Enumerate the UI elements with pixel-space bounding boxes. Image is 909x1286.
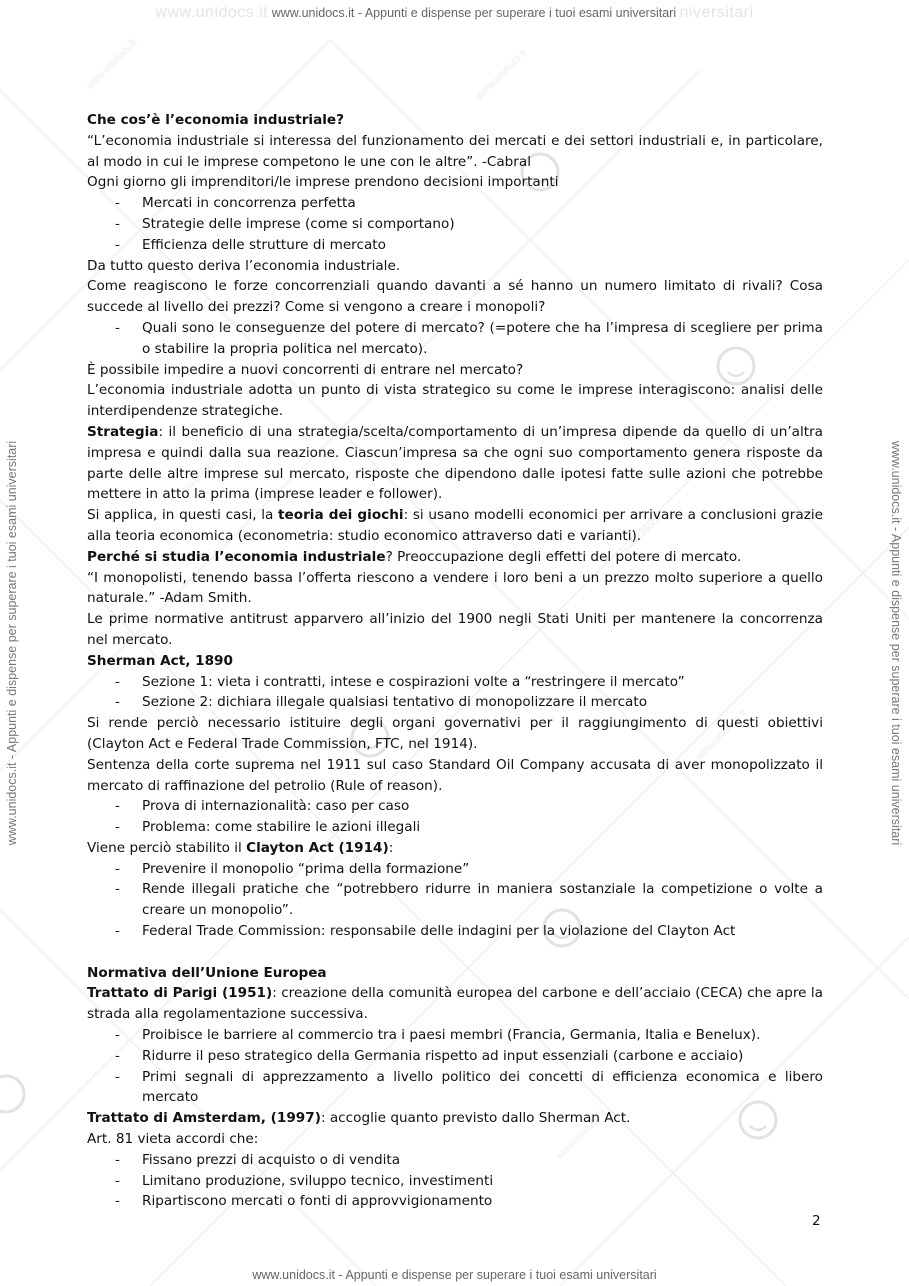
section-heading: Normativa dell’Unione Europea — [87, 964, 327, 981]
list-item: - Sezione 1: vieta i contratti, intese e cospirazioni volte a “restringere il mercato” — [87, 672, 823, 693]
svg-text:www.unidocs.it: www.unidocs.it — [294, 847, 349, 903]
paragraph: Ogni giorno gli imprenditori/le imprese prendono decisioni importanti — [87, 174, 559, 191]
term-clayton-act: Clayton Act (1914) — [246, 839, 389, 856]
header-watermark-text: www.unidocs.it - Appunti e dispense per superare i tuoi esami universitari — [271, 6, 677, 20]
term-trattato-di-parigi: Trattato di Parigi (1951) — [87, 985, 273, 1002]
paragraph: Art. 81 vieta accordi che: — [87, 1131, 259, 1148]
list-item: - Quali sono le conseguenze del potere di mercato? (=potere che ha l’impresa di scegliere per prima o stabilire la propria politica nel mercato). — [87, 318, 823, 360]
paragraph — [87, 838, 823, 859]
list-item: - Problema: come stabilire le azioni illegali — [87, 817, 823, 838]
paragraph: È possibile impedire a nuovi concorrenti di entrare nel mercato? — [87, 361, 524, 378]
list-item: - Rende illegali pratiche che “potrebbero ridurre in maniera sostanziale la competizione o volte a creare un monopolio”. — [87, 879, 823, 921]
term-strategia: Strategia — [87, 423, 159, 440]
paragraph — [87, 547, 823, 568]
list-item: - Limitano produzione, sviluppo tecnico, investimenti — [87, 1171, 823, 1192]
paragraph — [87, 505, 823, 547]
bullet-list — [87, 672, 823, 714]
footer-watermark — [0, 1268, 909, 1282]
list-item: - Sezione 2: dichiara illegale qualsiasi tentativo di monopolizzare il mercato — [87, 692, 823, 713]
svg-text:www.unidocs.it: www.unidocs.it — [614, 507, 669, 563]
header-ghost-right: niversitari — [679, 4, 754, 21]
list-item: - Prevenire il monopolio “prima della formazione” — [87, 859, 823, 880]
list-item: - Efficienza delle strutture di mercato — [87, 235, 823, 256]
list-item: - Mercati in concorrenza perfetta — [87, 193, 823, 214]
list-item: - Strategie delle imprese (come si comportano) — [87, 214, 823, 235]
paragraph-text: : creazione della comunità europea del carbone e dell’acciaio (CECA) che apre la strada alla regolamentazione successiva. — [87, 985, 824, 1023]
bullet-list — [87, 318, 823, 360]
header-ghost-left: www.unidocs.it — [155, 4, 269, 21]
paragraph-text: : — [388, 839, 394, 856]
paragraph: “L’economia industriale si interessa del funzionamento dei mercati e dei settori industriali e, in particolare, al modo in cui le imprese competono le une con le altre”. -Cabral — [87, 132, 823, 170]
paragraph-text: : accoglie quanto previsto dallo Sherman Act. — [320, 1110, 631, 1127]
list-item: - Fissano prezzi di acquisto o di vendita — [87, 1150, 823, 1171]
paragraph-text: Si applica, in questi casi, la — [87, 507, 279, 524]
bullet-list — [87, 859, 823, 942]
list-item: - Primi segnali di apprezzamento a livello politico dei concetti di efficienza economica e libero mercato — [87, 1067, 823, 1109]
paragraph: Sentenza della corte suprema nel 1911 sul caso Standard Oil Company accusata di aver monopolizzato il mercato di raffinazione del petrolio (Rule of reason). — [87, 756, 823, 794]
section-heading: Che cos’è l’economia industriale? — [87, 112, 345, 128]
paragraph: Le prime normative antitrust apparvero all’inizio del 1900 negli Stati Uniti per mantenere la concorrenza nel mercato. — [87, 611, 823, 648]
paragraph: Come reagiscono le forze concorrenziali quando davanti a sé hanno un numero limitato di rivali? Cosa succede al livello dei prezzi? Come si vengono a creare i monopoli? — [87, 278, 823, 316]
right-side-watermark: www.unidocs.it - Appunti e dispense per superare i tuoi esami universitari — [889, 440, 903, 846]
svg-text:www.unidocs.it: www.unidocs.it — [474, 47, 529, 103]
page-number: 2 — [812, 1213, 821, 1229]
blank-line — [87, 942, 823, 963]
document-body — [87, 110, 823, 1212]
paragraph-text: ? Preoccupazione degli effetti del potere di mercato. — [385, 548, 742, 565]
paragraph: Si rende perciò necessario istituire degli organi governativi per il raggiungimento di questi obiettivi (Clayton Act e Federal Trade Commission, FTC, nel 1914). — [87, 715, 823, 752]
paragraph — [87, 422, 823, 505]
paragraph-text: : il beneficio di una strategia/scelta/comportamento di un’impresa dipende da quello di un’altra impresa e quindi dalla sua reazione. Ciascun’impresa sa che ogni suo comportamento genera risposte da parte delle altre imprese sul mercato, risposte che dipendono dalle ipotesi fatte sulle azioni che potrebbe mettere in atto la prima (imprese leader e follower). — [87, 423, 823, 503]
header-watermark — [0, 4, 909, 22]
term-perche-si-studia: Perché si studia l’economia industriale — [87, 548, 386, 565]
watermark-logo-icon — [0, 1076, 24, 1112]
paragraph — [87, 1108, 823, 1129]
left-side-watermark: www.unidocs.it - Appunti e dispense per superare i tuoi esami universitari — [5, 440, 19, 846]
footer-watermark-text: www.unidocs.it - Appunti e dispense per superare i tuoi esami universitari — [252, 1268, 657, 1282]
list-item: - Federal Trade Commission: responsabile delle indagini per la violazione del Clayton Act — [87, 921, 823, 942]
bullet-list — [87, 1025, 823, 1108]
bullet-list — [87, 796, 823, 838]
list-item: - Prova di internazionalità: caso per caso — [87, 796, 823, 817]
bullet-list — [87, 193, 823, 255]
bullet-list — [87, 1150, 823, 1212]
paragraph-text: : si usano modelli economici per arrivare a conclusioni grazie alla teoria economica (econometria: studio economico attraverso dati e varianti). — [87, 507, 823, 544]
svg-text:www.unidocs.it: www.unidocs.it — [174, 447, 229, 503]
list-item: - Ripartiscono mercati o fonti di approvvigionamento — [87, 1191, 823, 1212]
paragraph — [87, 983, 823, 1025]
svg-text:www.unidocs.it: www.unidocs.it — [554, 1107, 609, 1163]
svg-text:www.unidocs.it: www.unidocs.it — [694, 707, 749, 763]
paragraph-text: Viene perciò stabilito il — [87, 839, 247, 856]
section-heading: Sherman Act, 1890 — [87, 652, 233, 669]
term-teoria-dei-giochi: teoria dei giochi — [278, 507, 404, 524]
list-item: - Ridurre il peso strategico della Germania rispetto ad input essenziali (carbone e acciaio) — [87, 1046, 823, 1067]
term-trattato-di-amsterdam: Trattato di Amsterdam, (1997) — [87, 1110, 321, 1127]
list-item: - Proibisce le barriere al commercio tra i paesi membri (Francia, Germania, Italia e Benelux). — [87, 1025, 823, 1046]
paragraph: “I monopolisti, tenendo bassa l’offerta riescono a vendere i loro beni a un prezzo molto superiore a quello naturale.” -Adam Smith. — [87, 569, 823, 607]
paragraph: Da tutto questo deriva l’economia industriale. — [87, 257, 401, 274]
svg-text:www.unidocs.it: www.unidocs.it — [84, 37, 139, 93]
paragraph: L’economia industriale adotta un punto di vista strategico su come le imprese interagiscono: analisi delle interdipendenze strategiche. — [87, 382, 823, 420]
